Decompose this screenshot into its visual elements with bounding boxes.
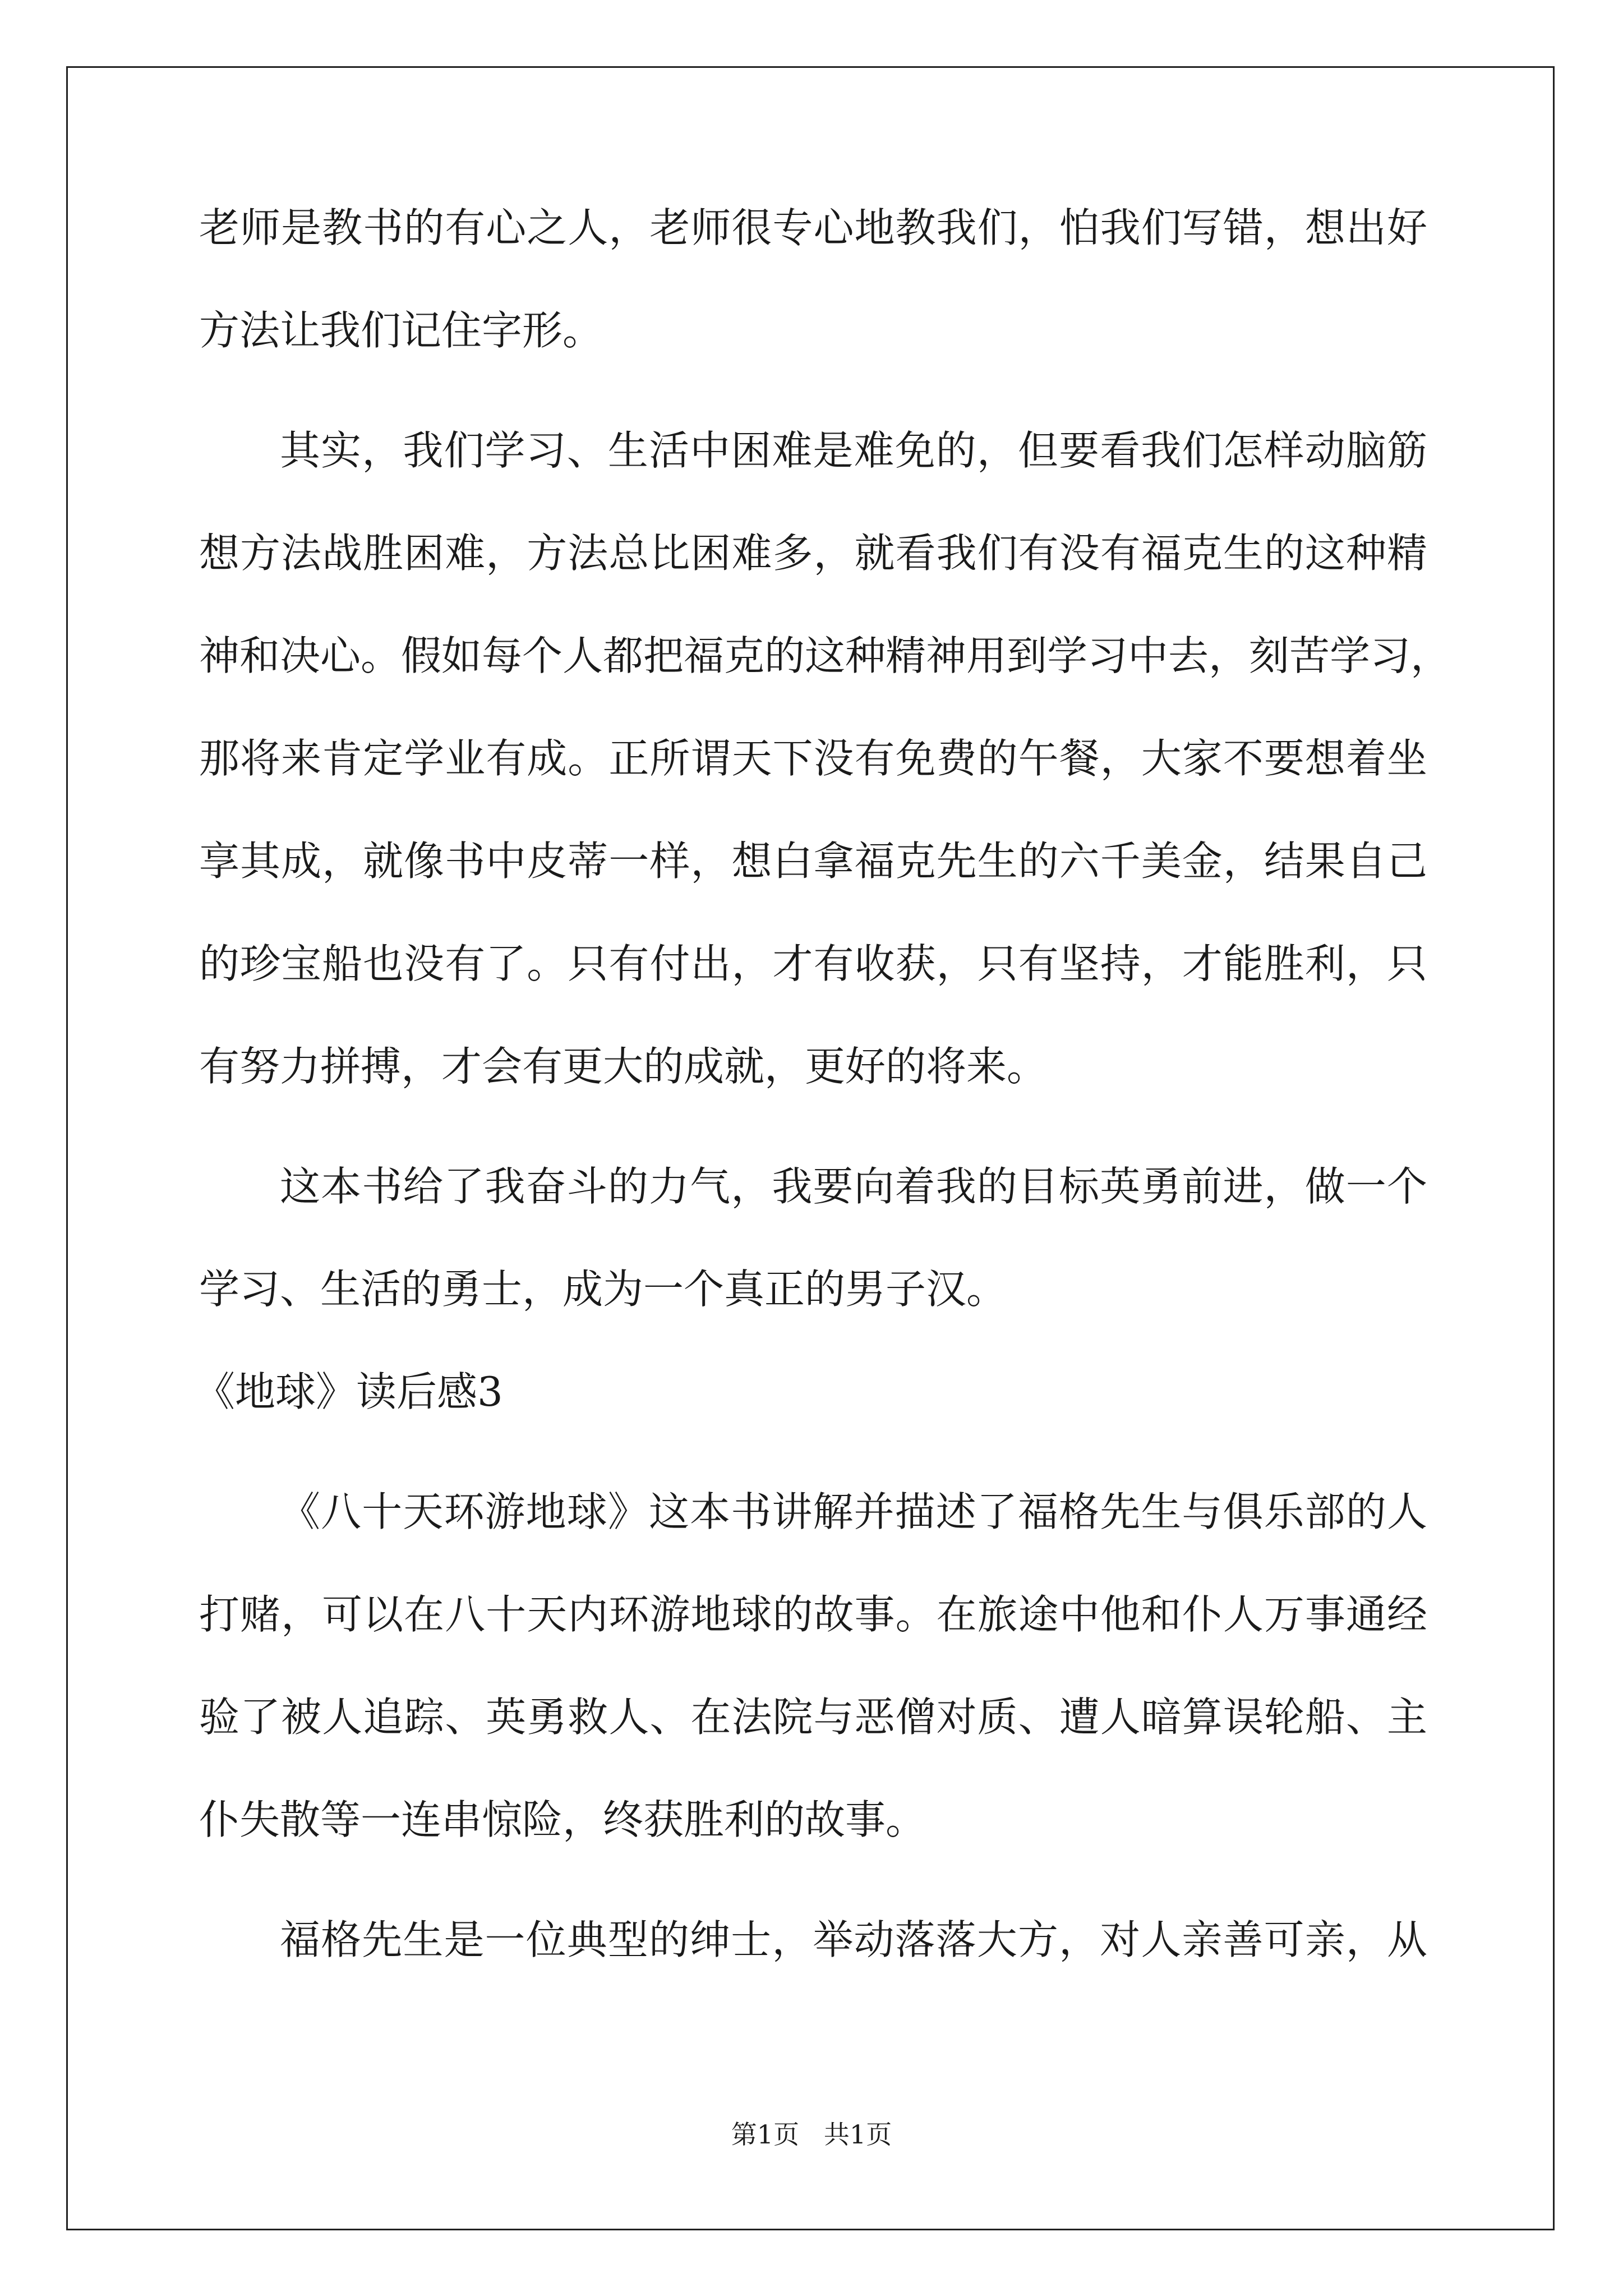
text-line: 福格先生是一位典型的绅士，举动落落大方，对人亲善可亲，从 <box>280 1916 1427 1963</box>
text-line: 那将来肯定学业有成。正所谓天下没有免费的午餐，大家不要想着坐 <box>199 735 1427 782</box>
text-line: 的珍宝船也没有了。只有付出，才有收获，只有坚持，才能胜利，只 <box>199 940 1427 987</box>
text-line: 验了被人追踪、英勇救人、在法院与恶僧对质、遭人暗算误轮船、主 <box>199 1694 1427 1741</box>
text-line: 有努力拼搏，才会有更大的成就，更好的将来。 <box>199 1043 1048 1090</box>
section-heading: 《地球》读后感3 <box>195 1368 503 1415</box>
text-line: 享其成，就像书中皮蒂一样，想白拿福克先生的六千美金，结果自己 <box>199 838 1427 885</box>
text-line: 神和决心。假如每个人都把福克的这种精神用到学习中去，刻苦学习， <box>199 632 1451 679</box>
text-line: 方法让我们记住字形。 <box>199 307 603 354</box>
text-line: 想方法战胜困难，方法总比困难多，就看我们有没有福克生的这种精 <box>199 530 1427 577</box>
page-footer: 第1页 共1页 <box>731 2119 892 2150</box>
text-line: 老师是教书的有心之人，老师很专心地教我们，怕我们写错，想出好 <box>199 204 1427 251</box>
page-border <box>66 66 1555 2230</box>
text-line: 其实，我们学习、生活中困难是难免的，但要看我们怎样动脑筋 <box>280 427 1427 474</box>
text-line: 打赌，可以在八十天内环游地球的故事。在旅途中他和仆人万事通经 <box>199 1591 1427 1638</box>
text-line: 《八十天环游地球》这本书讲解并描述了福格先生与俱乐部的人 <box>280 1488 1427 1535</box>
text-line: 仆失散等一连串惊险，终获胜利的故事。 <box>199 1796 926 1843</box>
text-line: 这本书给了我奋斗的力气，我要向着我的目标英勇前进，做一个 <box>280 1163 1427 1210</box>
text-line: 学习、生活的勇士，成为一个真正的男子汉。 <box>199 1266 1007 1313</box>
